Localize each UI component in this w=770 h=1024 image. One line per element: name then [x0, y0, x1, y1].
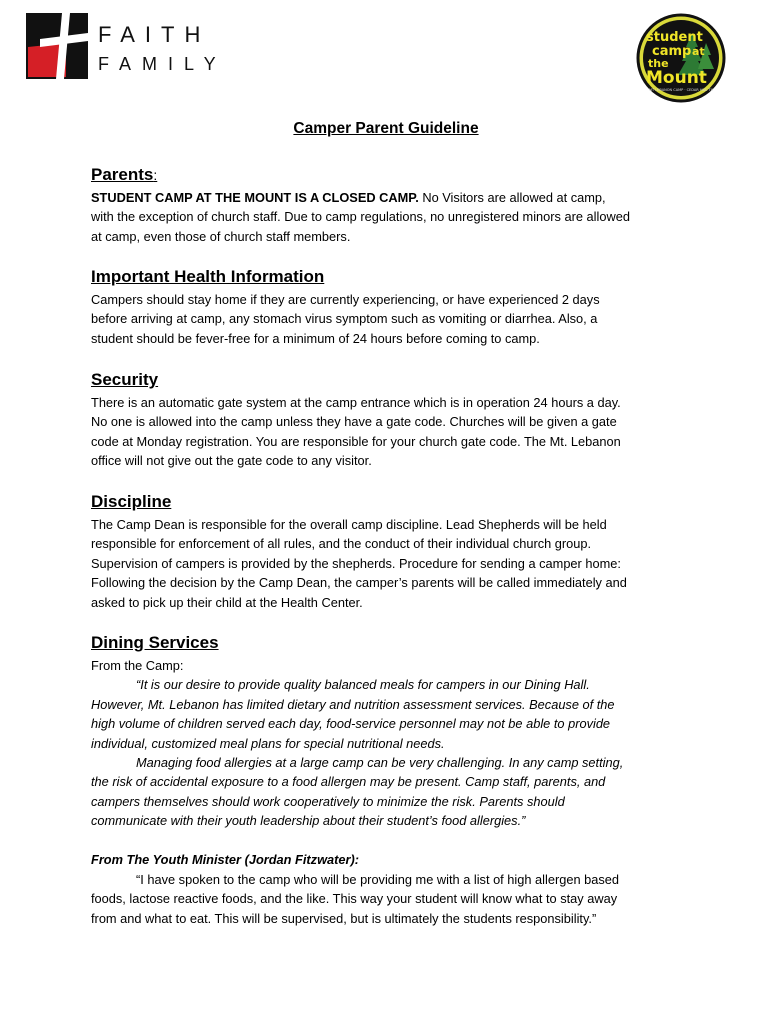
student-camp-logo — [632, 13, 730, 108]
health-heading: Important Health Information — [91, 267, 325, 286]
parents-text: STUDENT CAMP AT THE MOUNT IS A CLOSED CAMP. No Visitors are allowed at camp, with the exception of church staff. Due to camp regulations, no unregistered minors are allowed at camp, even those of church staff members. — [91, 190, 630, 244]
dining-from-minister: From The Youth Minister (Jordan Fitzwater): — [91, 852, 360, 867]
svg-text:at: at — [692, 45, 705, 58]
svg-text:FAMILY: FAMILY — [98, 54, 216, 74]
discipline-heading: Discipline — [91, 492, 172, 511]
svg-text:student: student — [646, 30, 703, 45]
health-text: Campers should stay home if they are currently experiencing, or have experienced 2 days before arriving at camp, any stomach virus symptom such as vomiting or diarrhea. Also, a student should be fever-free for a minimum of 24 hours before coming to camp. — [91, 292, 600, 346]
discipline-text: The Camp Dean is responsible for the overall camp discipline. Lead Shepherds will be held responsible for enforcement of all rules, and the conduct of their individual church group. Supervision of campers is provided by the shepherds. Procedure for sending a camper home: Following the decision by the Camp Dean, the camper’s parents will be called immediately and asked to pick up their child at the Health Center. — [91, 517, 627, 610]
dining-camp-quote: “It is our desire to provide quality balanced meals for campers in our Dining Hall. However, Mt. Lebanon has limited dietary and nutrition assessment services. Because of the high volume of children served each day, food-service personnel may not be able to provide individual, customized meal plans for special nutritional needs. Managing food allergies at a large camp can be very challenging. In any camp setting, the risk of accidental exposure to a food allergen may be present. Camp staff, parents, and campers themselves should work cooperatively to minimize the risk. Parents should communicate with their youth leadership about their student’s food allergies.” — [91, 677, 624, 829]
security-text: There is an automatic gate system at the camp entrance which is in operation 24 hours a day. No one is allowed into the camp unless they have a gate code. Churches will be given a gate code at Monday registration. You are responsible for your church gate code. The Mt. Lebanon office will not give out the gate code to any visitor. — [91, 395, 621, 469]
faith-family-logo — [26, 13, 216, 84]
dining-minister-quote: “I have spoken to the camp who will be providing me with a list of high allergen based foods, lactose reactive foods, and the like. This way your student will know what to stay away from and what to eat. This will be supervised, but is ultimately the students responsibility.” — [91, 872, 619, 926]
parents-heading: Parents: — [91, 165, 158, 184]
svg-text:Mount: Mount — [646, 68, 707, 88]
svg-text:the: the — [648, 57, 669, 70]
dining-from-camp: From the Camp: — [91, 658, 184, 673]
svg-text:MT LEBANON CAMP · CEDAR HILL T: MT LEBANON CAMP · CEDAR HILL TX — [648, 88, 714, 92]
page-title: Camper Parent Guideline — [293, 120, 479, 137]
security-heading: Security — [91, 370, 159, 389]
dining-heading: Dining Services — [91, 633, 219, 652]
svg-text:camp: camp — [652, 44, 692, 59]
svg-text:FAITH: FAITH — [98, 22, 211, 47]
